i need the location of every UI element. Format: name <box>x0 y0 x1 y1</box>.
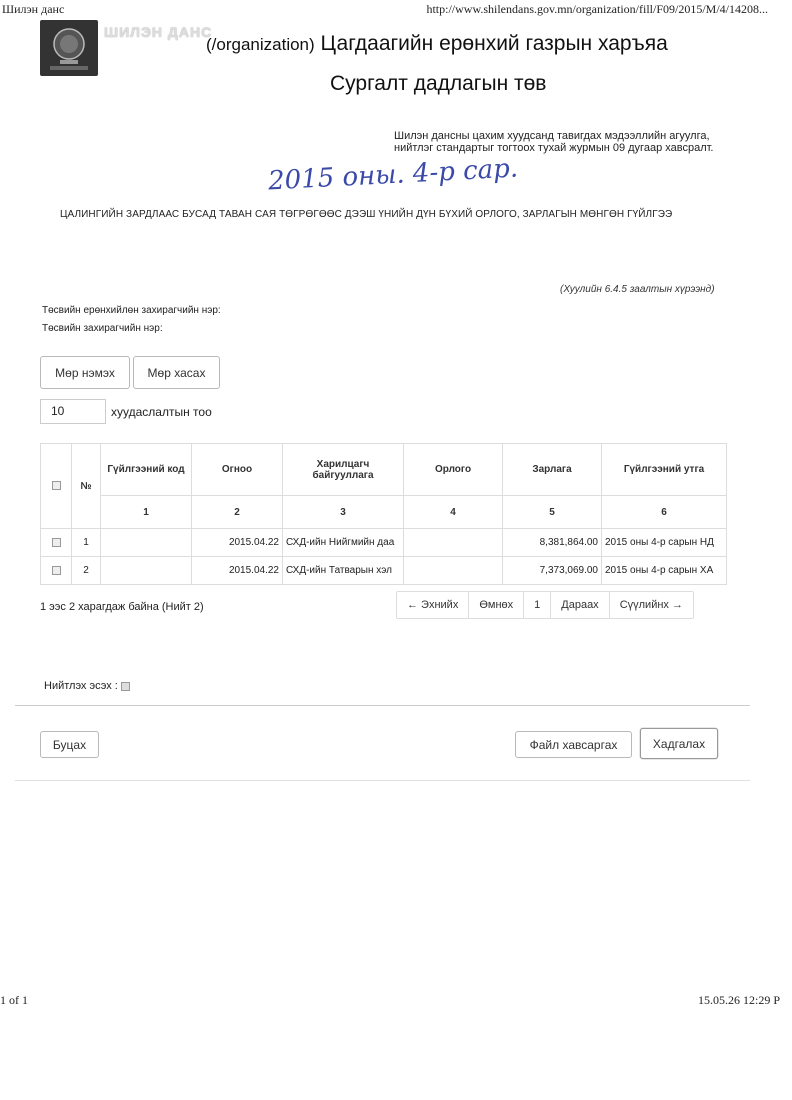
page-size-label: хуудаслалтын тоо <box>111 405 212 419</box>
column-header-number: № <box>72 444 101 529</box>
publish-label: Нийтлэх эсэх : <box>44 680 118 692</box>
print-footer-page: 1 of 1 <box>0 993 28 1007</box>
column-number-6: 6 <box>602 496 727 529</box>
row-select-cell <box>41 557 72 585</box>
column-number-3: 3 <box>283 496 404 529</box>
divider <box>15 780 750 781</box>
save-button[interactable]: Хадгалах <box>640 728 718 759</box>
column-header-date: Огноо <box>192 444 283 496</box>
row-income[interactable] <box>404 557 503 585</box>
logo-text: ШИЛЭН ДАНС <box>104 24 213 40</box>
column-header-code: Гүйлгээний код <box>101 444 192 496</box>
handwritten-note: 2015 оны. 4-р сар. <box>267 153 519 197</box>
row-code[interactable] <box>101 557 192 585</box>
pagination <box>396 591 694 619</box>
organization-prefix-link[interactable]: (/organization) <box>206 35 315 54</box>
organization-name-line2: Сургалт дадлагын төв <box>330 72 547 95</box>
row-partner[interactable]: СХД-ийн Татварын хэл <box>283 557 404 585</box>
column-number-4: 4 <box>404 496 503 529</box>
publish-row <box>44 680 130 692</box>
row-checkbox[interactable] <box>52 566 61 575</box>
column-number-2: 2 <box>192 496 283 529</box>
manager-label: Төсвийн захирагчийн нэр: <box>42 323 163 334</box>
report-heading: ЦАЛИНГИЙН ЗАРДЛААС БУСАД ТАВАН САЯ ТӨГРӨГӨӨС ДЭЭШ ҮНИЙН ДҮН БҮХИЙ ОРЛОГО, ЗАРЛАГЫН МӨНГӨН ГҮЙЛГЭЭ <box>60 209 673 220</box>
table-row[interactable] <box>41 529 727 557</box>
print-footer-datetime: 15.05.26 12:29 P <box>697 993 780 1007</box>
row-checkbox[interactable] <box>52 538 61 547</box>
select-all-cell <box>41 444 72 529</box>
row-description[interactable]: 2015 оны 4-р сарын ХА <box>602 557 727 585</box>
pagination-first-button[interactable]: ← Эхнийх <box>397 592 469 618</box>
print-header-title: Шилэн данс <box>2 2 65 16</box>
select-all-checkbox[interactable] <box>52 481 61 490</box>
general-manager-label: Төсвийн ерөнхийлөн захирагчийн нэр: <box>42 305 221 316</box>
column-header-income: Орлого <box>404 444 503 496</box>
organization-name-line1: Цагдаагийн ерөнхий газрын харъяа <box>320 32 668 55</box>
print-header-url: http://www.shilendans.gov.mn/organization/fill/F09/2015/M/4/14208... <box>426 2 768 16</box>
pagination-last-button[interactable]: Сүүлийнх → <box>619 599 683 611</box>
row-number: 2 <box>72 557 101 585</box>
column-number-1: 1 <box>101 496 192 529</box>
row-select-cell <box>41 529 72 557</box>
divider <box>15 705 750 706</box>
row-code[interactable] <box>101 529 192 557</box>
row-income[interactable] <box>404 529 503 557</box>
regulation-notice: Шилэн дансны цахим хуудсанд тавигдах мэдээллийн агуулга, нийтлэг стандартыг тогтоох тухай журмын 09 дугаар хавсралт. <box>394 130 714 154</box>
remove-row-button[interactable]: Мөр хасах <box>133 356 220 389</box>
table-row[interactable] <box>41 557 727 585</box>
pagination-info: 1 ээс 2 харагдаж байна (Нийт 2) <box>40 601 204 613</box>
row-description[interactable]: 2015 оны 4-р сарын НД <box>602 529 727 557</box>
pagination-prev-button[interactable]: Өмнөх <box>469 592 524 618</box>
row-expense[interactable]: 8,381,864.00 <box>503 529 602 557</box>
publish-checkbox[interactable] <box>121 682 130 691</box>
row-date[interactable]: 2015.04.22 <box>192 529 283 557</box>
row-expense[interactable]: 7,373,069.00 <box>503 557 602 585</box>
column-header-expense: Зарлага <box>503 444 602 496</box>
organization-title <box>206 32 668 56</box>
pagination-next-button[interactable]: Дараах <box>551 592 609 618</box>
attach-file-button[interactable]: Файл хавсаргах <box>515 731 632 758</box>
back-button[interactable]: Буцах <box>40 731 99 758</box>
add-row-button[interactable]: Мөр нэмэх <box>40 356 130 389</box>
column-header-partner: Харилцагч байгууллага <box>283 444 404 496</box>
page-size-input[interactable]: 10 <box>40 399 106 424</box>
row-date[interactable]: 2015.04.22 <box>192 557 283 585</box>
column-number-5: 5 <box>503 496 602 529</box>
transactions-table <box>40 443 727 585</box>
column-header-description: Гүйлгээний утга <box>602 444 727 496</box>
row-number: 1 <box>72 529 101 557</box>
pagination-page-1[interactable]: 1 <box>524 592 551 618</box>
law-reference: (Хуулийн 6.4.5 заалтын хүрээнд) <box>560 284 715 295</box>
emblem-logo-icon <box>40 20 98 76</box>
row-partner[interactable]: СХД-ийн Нийгмийн даа <box>283 529 404 557</box>
